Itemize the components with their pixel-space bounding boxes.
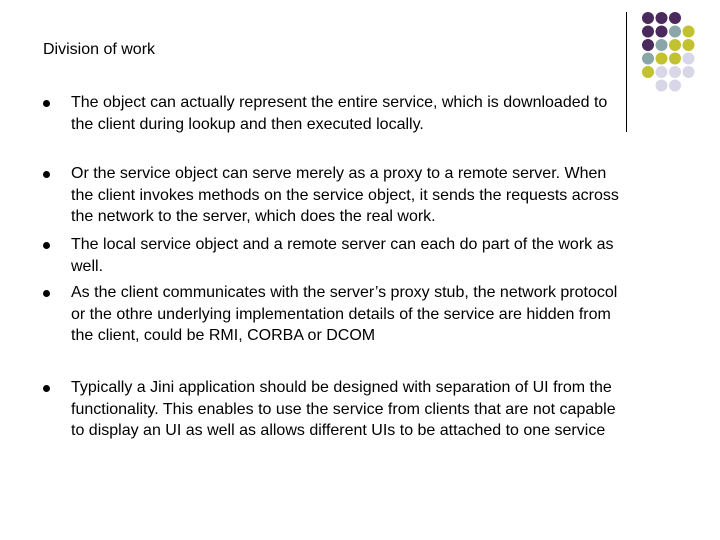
bullet-icon: [43, 100, 50, 107]
decorative-dot: [656, 39, 668, 51]
decorative-dot: [656, 26, 668, 38]
bullet-text: The object can actually represent the entire service, which is downloaded to the client during lookup and then executed locally.: [71, 94, 608, 133]
decorative-dot: [642, 66, 654, 78]
decorative-dot: [642, 26, 654, 38]
decorative-dot: [669, 53, 681, 65]
decorative-dot: [683, 66, 695, 78]
bullet-icon: [43, 385, 50, 392]
decorative-dot: [642, 12, 654, 24]
decorative-dot: [656, 80, 668, 92]
decorative-dot: [683, 39, 695, 51]
decorative-dot: [669, 12, 681, 24]
decorative-dot: [683, 26, 695, 38]
bullet-text: As the client communicates with the server’s proxy stub, the network protocol or the othre underlying implementation details of the service are hidden from the client, could be RMI, CORBA or DCOM: [71, 284, 618, 344]
decorative-dot: [669, 80, 681, 92]
decorative-dot: [669, 66, 681, 78]
decorative-dot: [656, 53, 668, 65]
decorative-dot: [642, 53, 654, 65]
decorative-dot: [642, 39, 654, 51]
slide-title: Division of work: [43, 41, 156, 58]
decorative-dot: [656, 12, 668, 24]
bullet-text: Or the service object can serve merely as a proxy to a remote server. When the client invokes methods on the service object, it sends the requests across the network to the server, which does the real work.: [71, 165, 619, 225]
decorative-dot: [683, 53, 695, 65]
bullet-text: The local service object and a remote server can each do part of the work as well.: [71, 236, 614, 275]
bullet-icon: [43, 171, 50, 178]
bullet-text: Typically a Jini application should be designed with separation of UI from the functionality. This enables to use the service from clients that are not capable to display an UI as well as allows different UIs to be attached to one service: [71, 379, 616, 439]
decorative-dot: [656, 66, 668, 78]
decorative-dot: [669, 39, 681, 51]
decorative-dot: [669, 26, 681, 38]
bullet-icon: [43, 242, 50, 249]
bullet-icon: [43, 290, 50, 297]
